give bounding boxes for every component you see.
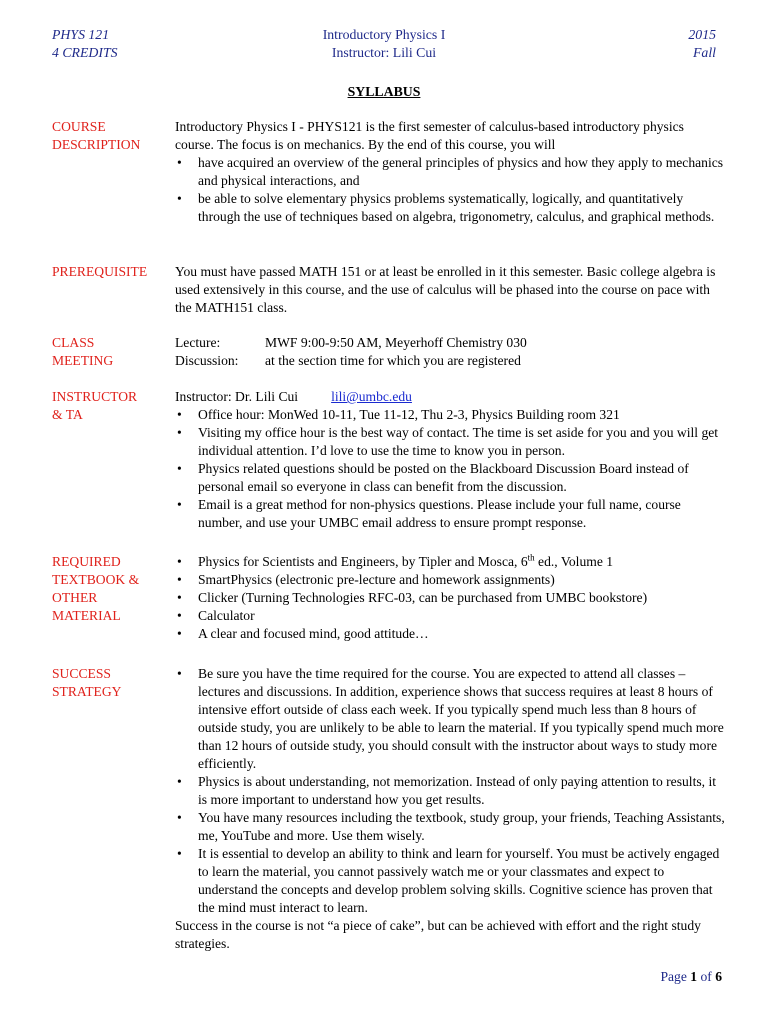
instructor-text: Instructor: Dr. Lili Cui xyxy=(175,389,299,404)
list-item: • Clicker (Turning Technologies RFC-03, can be purchased from UMBC bookstore) xyxy=(175,589,725,607)
lecture-row xyxy=(175,334,725,352)
section-body xyxy=(175,388,725,532)
section-body xyxy=(175,263,725,317)
section-label: PREREQUISITE xyxy=(52,264,148,279)
description-list xyxy=(175,154,725,226)
list-item: • Visiting my office hour is the best way of contact. The time is set aside for you and you will get individual attention. I’d love to use the time to know you in person. xyxy=(175,424,725,460)
description-intro: Introductory Physics I - PHYS121 is the first semester of calculus-based introductory physics course. The focus is on mechanics. By the end of this course, you will xyxy=(175,119,684,152)
discussion-row xyxy=(175,352,725,370)
success-list xyxy=(175,665,725,917)
page-total: 6 xyxy=(715,969,722,984)
email-link[interactable]: lili@umbc.edu xyxy=(331,389,412,404)
section-label: SUCCESS STRATEGY xyxy=(52,666,122,699)
page-number: 1 xyxy=(690,969,698,984)
course-term: Fall xyxy=(693,45,716,60)
page-word: Page xyxy=(660,969,691,984)
list-item: • You have many resources including the textbook, study group, your friends, Teaching Assistants, me, YouTube and more. Use them wisely. xyxy=(175,809,725,845)
document-title: SYLLABUS xyxy=(347,84,421,99)
section-label: REQUIRED TEXTBOOK & OTHER MATERIAL xyxy=(52,554,140,623)
page-footer xyxy=(660,968,722,986)
list-item xyxy=(175,553,725,571)
list-item: • Office hour: MonWed 10-11, Tue 11-12, Thu 2-3, Physics Building room 321 xyxy=(175,406,725,424)
section-body xyxy=(175,118,725,226)
list-item: • A clear and focused mind, good attitude… xyxy=(175,625,725,643)
of-word: of xyxy=(697,969,716,984)
discussion-key: Discussion: xyxy=(175,353,239,368)
section-label: COURSE DESCRIPTION xyxy=(52,119,141,152)
lecture-key: Lecture: xyxy=(175,335,221,350)
course-credits: 4 CREDITS xyxy=(52,45,118,60)
course-code: PHYS 121 xyxy=(52,27,110,42)
header-center xyxy=(52,26,716,62)
lecture-value: MWF 9:00-9:50 AM, Meyerhoff Chemistry 030 xyxy=(265,335,527,350)
prerequisite-text: You must have passed MATH 151 or at least be enrolled in it this semester. Basic college algebra is used extensively in this course, and the use of calculus will be phased into the course on pace with the MATH151 class. xyxy=(175,264,716,315)
list-item: • Be sure you have the time required for the course. You are expected to attend all classes – lectures and discussions. In addition, experience shows that success requires at least 8 hours of intensive effort outside of class each week. If you typically spend much less than 8 hours of outside study, you are unlikely to be able to learn the material. If you typically spend much more than 12 hours of outside study, you should consult with the instructor about ways to study more efficiently. xyxy=(175,665,725,773)
course-year: 2015 xyxy=(688,27,716,42)
textbook-list xyxy=(175,553,725,643)
section-label: CLASS MEETING xyxy=(52,335,114,368)
list-item: • Calculator xyxy=(175,607,725,625)
page-header xyxy=(52,26,716,66)
section-body xyxy=(175,665,725,953)
course-title: Introductory Physics I xyxy=(322,27,446,42)
list-item: • have acquired an overview of the general principles of physics and how they apply to mechanics and physical interactions, and xyxy=(175,154,725,190)
section-body xyxy=(175,334,725,370)
list-item: • Email is a great method for non-physics questions. Please include your full name, course number, and use your UMBC email address to ensure prompt response. xyxy=(175,496,725,532)
instructor-list xyxy=(175,406,725,532)
list-item: • Physics related questions should be posted on the Blackboard Discussion Board instead of personal email so everyone in class can benefit from the discussion. xyxy=(175,460,725,496)
instructor-line xyxy=(175,388,725,406)
header-right xyxy=(688,26,716,62)
list-item: • It is essential to develop an ability to think and learn for yourself. You must be actively engaged to learn the material, you cannot passively watch me or your classmates and expect to understand the concepts and develop problem solving skills. Cognitive science has proven that the mind must interact to learn. xyxy=(175,845,725,917)
textbook-title: Physics for Scientists and Engineers, by Tipler and Mosca, 6 xyxy=(198,554,528,569)
discussion-value: at the section time for which you are registered xyxy=(265,353,521,368)
section-label: INSTRUCTOR & TA xyxy=(52,389,138,422)
list-item: • Physics is about understanding, not memorization. Instead of only paying attention to results, it is more important to understand how you get results. xyxy=(175,773,725,809)
edition-suffix: th xyxy=(527,552,535,563)
list-item: • be able to solve elementary physics problems systematically, logically, and quantitatively through the use of techniques based on algebra, trigonometry, calculus, and graphical methods. xyxy=(175,190,725,226)
instructor-name: Instructor: Lili Cui xyxy=(331,45,437,60)
section-body xyxy=(175,553,725,643)
list-item: • SmartPhysics (electronic pre-lecture and homework assignments) xyxy=(175,571,725,589)
textbook-edition: ed., Volume 1 xyxy=(534,554,614,569)
success-closing: Success in the course is not “a piece of cake”, but can be achieved with effort and the right study strategies. xyxy=(175,918,701,951)
